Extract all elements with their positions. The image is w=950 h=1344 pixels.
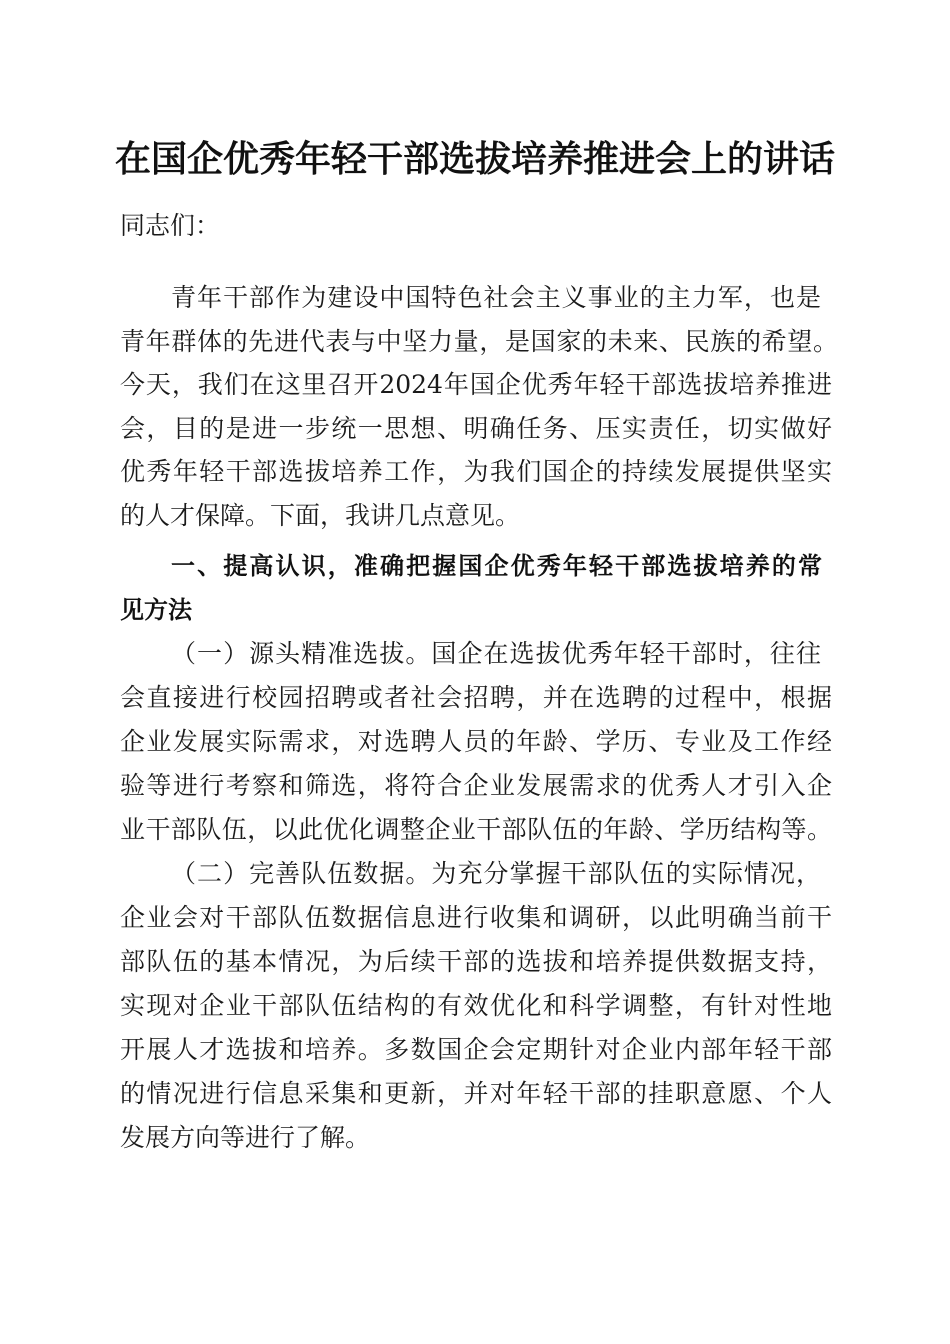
subsection-first-line <box>171 634 821 674</box>
intro-line: 青年干部作为建设中国特色社会主义事业的主力军，也是 <box>171 283 821 312</box>
paragraph-line: 业干部队伍，以此优化调整企业干部队伍的年龄、学历结构等。 <box>120 815 832 844</box>
section-heading: 见方法 <box>120 596 192 624</box>
paragraph-line: 实现对企业干部队伍结构的有效优化和科学调整，有针对性地 <box>120 991 832 1020</box>
salutation: 同志们： <box>120 211 221 240</box>
paragraph-line: 发展方向等进行了解。 <box>120 1123 371 1152</box>
section-heading: 一、提高认识，准确把握国企优秀年轻干部选拔培养的常 <box>171 552 822 580</box>
intro-line: 的人才保障。下面，我讲几点意见。 <box>120 501 521 530</box>
subsection-label: （一）源头精准选拔。 <box>171 639 432 668</box>
paragraph-line: 的情况进行信息采集和更新，并对年轻干部的挂职意愿、个人 <box>120 1079 832 1108</box>
paragraph-line: 验等进行考察和筛选，将符合企业发展需求的优秀人才引入企 <box>120 771 832 800</box>
intro-line: 优秀年轻干部选拔培养工作，为我们国企的持续发展提供坚实 <box>120 457 832 486</box>
paragraph-line: 企业发展实际需求，对选聘人员的年龄、学历、专业及工作经 <box>120 727 832 756</box>
paragraph-line: 开展人才选拔和培养。多数国企会定期针对企业内部年轻干部 <box>120 1035 832 1064</box>
subsection-text: 为充分掌握干部队伍的实际情况， <box>431 859 821 888</box>
paragraph-line: 部队伍的基本情况，为后续干部的选拔和培养提供数据支持， <box>120 947 832 976</box>
subsection-first-line <box>171 854 821 894</box>
intro-line: 今天，我们在这里召开2024年国企优秀年轻干部选拔培养推进 <box>120 370 832 399</box>
subsection-text: 国企在选拔优秀年轻干部时，往往 <box>431 639 821 668</box>
paragraph-line: 会直接进行校园招聘或者社会招聘，并在选聘的过程中，根据 <box>120 683 832 712</box>
paragraph-line: 企业会对干部队伍数据信息进行收集和调研，以此明确当前干 <box>120 903 832 932</box>
document-title: 在国企优秀年轻干部选拔培养推进会上的讲话 <box>114 138 835 180</box>
subsection-label: （二）完善队伍数据。 <box>171 859 432 888</box>
intro-line: 青年群体的先进代表与中坚力量，是国家的未来、民族的希望。 <box>120 327 838 356</box>
intro-line: 会，目的是进一步统一思想、明确任务、压实责任，切实做好 <box>120 414 832 443</box>
